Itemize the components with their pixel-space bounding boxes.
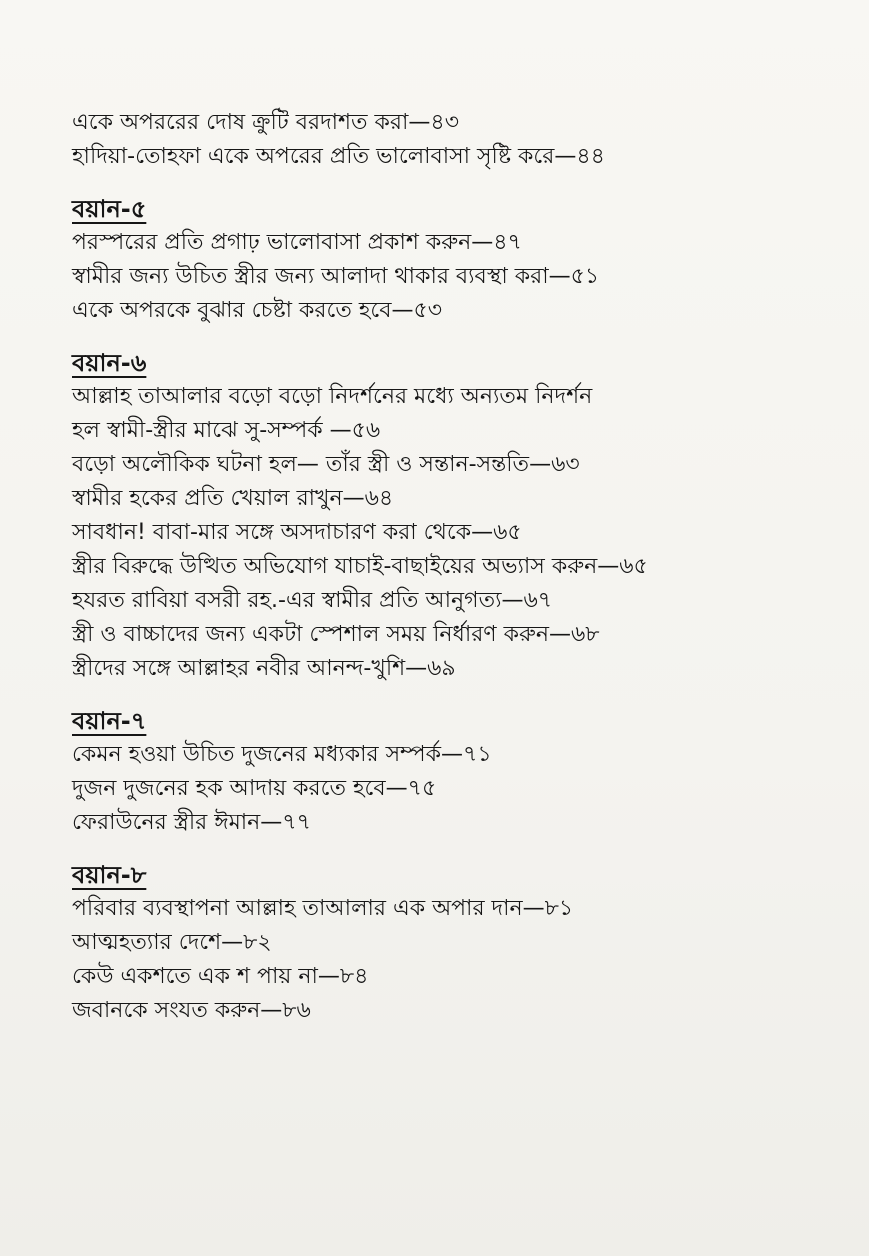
toc-entry: আত্মহত্যার দেশে—৮২ xyxy=(72,930,272,955)
toc-entry: দুজন দুজনের হক আদায় করতে হবে—৭৫ xyxy=(72,776,437,801)
toc-entry: হাদিয়া-তোহফা একে অপরের প্রতি ভালোবাসা সৃষ্টি করে—৪৪ xyxy=(72,144,605,169)
toc-entry: স্বামীর জন্য উচিত স্ত্রীর জন্য আলাদা থাকার ব্যবস্থা করা—৫১ xyxy=(72,264,600,289)
section-bayan-5 xyxy=(72,192,812,328)
toc-entry: ফেরাউনের স্ত্রীর ঈমান—৭৭ xyxy=(72,810,311,835)
toc-entry: কেমন হওয়া উচিত দুজনের মধ্যকার সম্পর্ক—৭১ xyxy=(72,742,492,767)
section-heading: বয়ান-৭ xyxy=(72,707,147,735)
toc-entry: পরস্পরের প্রতি প্রগাঢ় ভালোবাসা প্রকাশ করুন—৪৭ xyxy=(72,230,522,255)
section-heading: বয়ান-৬ xyxy=(72,349,147,377)
section-bayan-7 xyxy=(72,704,812,840)
toc-entry: পরিবার ব্যবস্থাপনা আল্লাহ তাআলার এক অপার দান—৮১ xyxy=(72,896,574,921)
toc-entry: স্বামীর হকের প্রতি খেয়াল রাখুন—৬৪ xyxy=(72,486,394,511)
section-bayan-8 xyxy=(72,858,812,1028)
toc-entry: সাবধান! বাবা-মার সঙ্গে অসদাচারণ করা থেকে—৬৫ xyxy=(72,520,522,545)
toc-entry: হল স্বামী-স্ত্রীর মাঝে সু-সম্পর্ক —৫৬ xyxy=(72,418,381,443)
toc-entry: হযরত রাবিয়া বসরী রহ.-এর স্বামীর প্রতি আনুগত্য—৬৭ xyxy=(72,588,553,613)
toc-entry: একে অপরকে বুঝার চেষ্টা করতে হবে—৫৩ xyxy=(72,298,443,323)
toc-entry: স্ত্রীর বিরুদ্ধে উত্থিত অভিযোগ যাচাই-বাছাইয়ের অভ্যাস করুন—৬৫ xyxy=(72,554,648,579)
section-heading: বয়ান-৫ xyxy=(72,195,147,223)
toc-entry: বড়ো অলৌকিক ঘটনা হল— তাঁর স্ত্রী ও সন্তান-সন্ততি—৬৩ xyxy=(72,452,580,477)
toc-entry: জবানকে সংযত করুন—৮৬ xyxy=(72,998,311,1023)
table-of-contents xyxy=(72,106,812,1028)
section-heading: বয়ান-৮ xyxy=(72,861,147,889)
toc-entry: স্ত্রীদের সঙ্গে আল্লাহর নবীর আনন্দ-খুশি—৬৯ xyxy=(72,656,456,681)
toc-entry: আল্লাহ তাআলার বড়ো বড়ো নিদর্শনের মধ্যে অন্যতম নিদর্শন xyxy=(72,384,593,409)
toc-entry: একে অপররের দোষ ক্রুটি বরদাশত করা—৪৩ xyxy=(72,110,459,135)
intro-block xyxy=(72,106,812,174)
toc-entry: কেউ একশতে এক শ পায় না—৮৪ xyxy=(72,964,369,989)
section-bayan-6 xyxy=(72,346,812,686)
toc-entry: স্ত্রী ও বাচ্চাদের জন্য একটা স্পেশাল সময় নির্ধারণ করুন—৬৮ xyxy=(72,622,600,647)
